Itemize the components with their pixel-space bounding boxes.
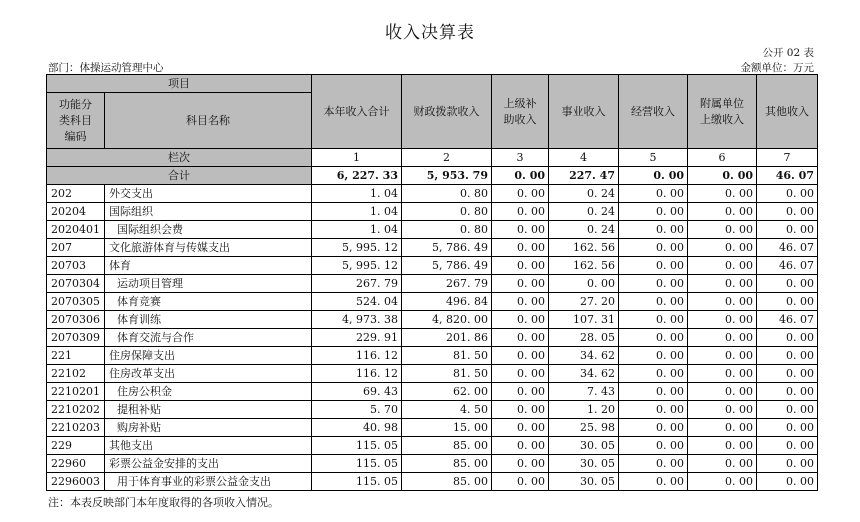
row-value: 0. 00 [757,185,818,203]
row-value: 0. 00 [619,383,688,401]
table-row [47,437,818,455]
row-value: 0. 00 [688,203,757,221]
header-col4: 事业收入 [549,75,619,149]
total-value: 46. 07 [757,167,818,185]
row-value: 85. 00 [402,455,492,473]
row-value: 0. 00 [688,257,757,275]
row-value: 115. 05 [312,455,402,473]
row-value: 0. 00 [619,455,688,473]
row-value: 162. 56 [549,257,619,275]
row-value: 115. 05 [312,473,402,491]
row-value: 0. 00 [688,311,757,329]
row-value: 267. 79 [312,275,402,293]
row-value: 0. 00 [757,365,818,383]
row-value: 0. 00 [619,203,688,221]
row-value: 201. 86 [402,329,492,347]
total-value: 6, 227. 33 [312,167,402,185]
row-subject-name: 购房补贴 [105,419,312,437]
row-value: 5, 995. 12 [312,239,402,257]
table-row [47,203,818,221]
department-label: 部门：体操运动管理中心 [48,62,164,74]
header-func-code: 功能分类科目编码 [47,93,105,149]
row-value: 0. 00 [757,347,818,365]
row-value: 0. 00 [492,437,549,455]
row-value: 81. 50 [402,365,492,383]
header-col1: 本年收入合计 [312,75,402,149]
header-col2: 财政拨款收入 [402,75,492,149]
row-value: 115. 05 [312,437,402,455]
row-subject-name: 文化旅游体育与传媒支出 [105,239,312,257]
lanci-num: 3 [492,149,549,167]
row-code: 2070306 [47,311,105,329]
row-subject-name: 国际组织会费 [105,221,312,239]
row-value: 46. 07 [757,239,818,257]
row-value: 0. 00 [619,221,688,239]
row-code: 22102 [47,365,105,383]
row-value: 229. 91 [312,329,402,347]
row-subject-name: 彩票公益金安排的支出 [105,455,312,473]
row-value: 0. 00 [492,383,549,401]
header-col5: 经营收入 [619,75,688,149]
row-value: 0. 80 [402,221,492,239]
row-value: 0. 00 [619,329,688,347]
row-subject-name: 国际组织 [105,203,312,221]
row-value: 0. 00 [619,419,688,437]
total-value: 5, 953. 79 [402,167,492,185]
row-value: 0. 00 [757,293,818,311]
row-code: 2210202 [47,401,105,419]
row-subject-name: 体育训练 [105,311,312,329]
row-code: 20204 [47,203,105,221]
row-value: 0. 00 [492,275,549,293]
row-value: 0. 00 [688,383,757,401]
row-subject-name: 住房公积金 [105,383,312,401]
row-subject-name: 体育交流与合作 [105,329,312,347]
row-value: 0. 00 [492,329,549,347]
table-row [47,347,818,365]
row-value: 0. 00 [492,473,549,491]
row-value: 0. 00 [688,455,757,473]
row-value: 1. 04 [312,221,402,239]
row-value: 0. 00 [619,437,688,455]
table-row [47,239,818,257]
row-value: 0. 00 [688,329,757,347]
total-row [47,167,818,185]
row-value: 0. 24 [549,185,619,203]
row-value: 25. 98 [549,419,619,437]
header-col7: 其他收入 [757,75,818,149]
table-row [47,383,818,401]
row-value: 0. 00 [619,293,688,311]
row-subject-name: 住房改革支出 [105,365,312,383]
row-value: 0. 00 [492,203,549,221]
row-value: 0. 00 [757,401,818,419]
row-value: 0. 00 [688,275,757,293]
row-value: 81. 50 [402,347,492,365]
lanci-num: 5 [619,149,688,167]
table-row [47,221,818,239]
row-subject-name: 其他支出 [105,437,312,455]
row-code: 20703 [47,257,105,275]
row-value: 15. 00 [402,419,492,437]
row-code: 202 [47,185,105,203]
row-value: 5. 70 [312,401,402,419]
row-code: 221 [47,347,105,365]
row-value: 0. 00 [688,401,757,419]
row-value: 0. 00 [619,185,688,203]
row-value: 0. 00 [757,419,818,437]
table-row [47,419,818,437]
row-value: 5, 786. 49 [402,257,492,275]
total-value: 0. 00 [619,167,688,185]
row-value: 4, 973. 38 [312,311,402,329]
row-value: 267. 79 [402,275,492,293]
row-value: 28. 05 [549,329,619,347]
row-value: 162. 56 [549,239,619,257]
row-value: 27. 20 [549,293,619,311]
row-value: 0. 00 [688,347,757,365]
row-value: 0. 00 [619,365,688,383]
lanci-num: 6 [688,149,757,167]
row-value: 496. 84 [402,293,492,311]
row-value: 116. 12 [312,365,402,383]
row-value: 0. 00 [688,365,757,383]
row-value: 7. 43 [549,383,619,401]
row-value: 85. 00 [402,437,492,455]
row-value: 0. 00 [688,221,757,239]
table-row [47,473,818,491]
row-value: 0. 00 [688,239,757,257]
row-value: 1. 04 [312,185,402,203]
row-subject-name: 用于体育事业的彩票公益金支出 [105,473,312,491]
total-value: 0. 00 [492,167,549,185]
row-value: 0. 00 [757,275,818,293]
row-value: 0. 80 [402,203,492,221]
table-row [47,455,818,473]
lanci-num: 1 [312,149,402,167]
row-code: 2070305 [47,293,105,311]
row-value: 0. 00 [492,365,549,383]
footnote: 注：本表反映部门本年度取得的各项收入情况。 [48,496,279,509]
row-code: 22960 [47,455,105,473]
row-value: 0. 00 [619,401,688,419]
row-value: 0. 24 [549,203,619,221]
row-value: 0. 00 [619,347,688,365]
row-subject-name: 提租补贴 [105,401,312,419]
row-subject-name: 运动项目管理 [105,275,312,293]
row-value: 0. 00 [619,473,688,491]
row-value: 1. 20 [549,401,619,419]
row-value: 0. 00 [619,275,688,293]
row-value: 0. 00 [688,437,757,455]
lanci-num: 4 [549,149,619,167]
row-value: 62. 00 [402,383,492,401]
row-value: 0. 00 [619,239,688,257]
row-code: 229 [47,437,105,455]
table-row [47,329,818,347]
row-value: 30. 05 [549,455,619,473]
row-value: 46. 07 [757,257,818,275]
row-value: 107. 31 [549,311,619,329]
row-value: 0. 00 [757,455,818,473]
header-subject-name: 科目名称 [105,93,312,149]
row-subject-name: 体育竞赛 [105,293,312,311]
row-value: 0. 00 [688,473,757,491]
row-value: 0. 00 [549,275,619,293]
row-value: 0. 80 [402,185,492,203]
row-value: 0. 00 [492,455,549,473]
row-code: 2296003 [47,473,105,491]
lanci-num: 2 [402,149,492,167]
row-value: 116. 12 [312,347,402,365]
row-code: 2070309 [47,329,105,347]
table-row [47,293,818,311]
row-value: 46. 07 [757,311,818,329]
row-value: 0. 00 [492,221,549,239]
row-code: 2070304 [47,275,105,293]
row-value: 0. 00 [492,419,549,437]
table-row [47,275,818,293]
total-value: 0. 00 [688,167,757,185]
row-value: 4, 820. 00 [402,311,492,329]
row-value: 30. 05 [549,437,619,455]
row-value: 0. 00 [688,185,757,203]
row-subject-name: 外交支出 [105,185,312,203]
unit-label: 金额单位：万元 [740,62,814,74]
row-value: 0. 00 [619,257,688,275]
lanci-num: 7 [757,149,818,167]
row-subject-name: 住房保障支出 [105,347,312,365]
row-value: 0. 00 [492,185,549,203]
row-value: 0. 00 [757,473,818,491]
row-value: 0. 00 [619,311,688,329]
row-value: 0. 00 [492,401,549,419]
row-code: 2210203 [47,419,105,437]
row-value: 0. 00 [757,203,818,221]
row-value: 69. 43 [312,383,402,401]
income-table [46,74,818,491]
table-row [47,311,818,329]
total-value: 227. 47 [549,167,619,185]
form-code: 公开 02 表 [762,47,814,59]
table-row [47,401,818,419]
row-subject-name: 体育 [105,257,312,275]
row-value: 0. 00 [757,329,818,347]
row-value: 0. 00 [492,239,549,257]
table-row [47,257,818,275]
row-value: 0. 00 [492,347,549,365]
row-value: 34. 62 [549,365,619,383]
row-value: 524. 04 [312,293,402,311]
row-value: 0. 00 [492,311,549,329]
row-value: 5, 786. 49 [402,239,492,257]
row-value: 0. 00 [757,221,818,239]
row-value: 1. 04 [312,203,402,221]
row-value: 0. 00 [688,419,757,437]
row-value: 0. 00 [757,437,818,455]
row-value: 34. 62 [549,347,619,365]
row-value: 40. 98 [312,419,402,437]
row-value: 0. 24 [549,221,619,239]
table-row [47,365,818,383]
row-value: 0. 00 [492,257,549,275]
row-code: 207 [47,239,105,257]
total-label: 合计 [47,167,312,185]
row-value: 85. 00 [402,473,492,491]
row-value: 4. 50 [402,401,492,419]
lanci-label: 栏次 [47,149,312,167]
row-code: 2210201 [47,383,105,401]
row-value: 0. 00 [688,293,757,311]
header-project: 项目 [47,75,312,93]
table-row [47,185,818,203]
header-col3: 上级补助收入 [492,75,549,149]
row-code: 2020401 [47,221,105,239]
row-value: 30. 05 [549,473,619,491]
row-value: 0. 00 [757,383,818,401]
row-value: 5, 995. 12 [312,257,402,275]
header-col6: 附属单位上缴收入 [688,75,757,149]
page-title: 收入决算表 [385,23,475,43]
row-value: 0. 00 [492,293,549,311]
